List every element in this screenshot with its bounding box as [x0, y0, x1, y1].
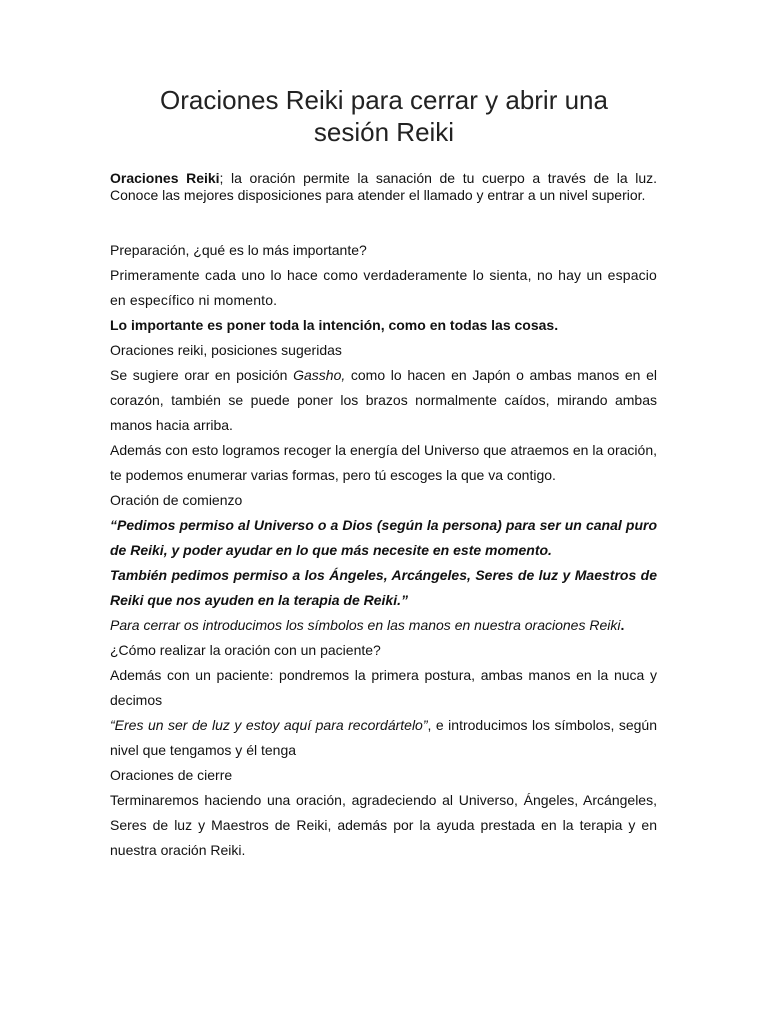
- intro-bold-lead: Oraciones Reiki: [110, 170, 220, 186]
- prayer-pedimos-angeles: También pedimos permiso a los Ángeles, Arcángeles, Seres de luz y Maestros de Reiki que nos ayuden en la terapia de Reiki.”: [110, 567, 657, 608]
- paragraph-lo-importante: Lo importante es poner toda la intención, como en todas las cosas.: [110, 317, 559, 333]
- document-title-line-1: Oraciones Reiki para cerrar y abrir una: [160, 85, 608, 115]
- heading-oracion-comienzo: Oración de comienzo: [110, 492, 243, 508]
- paragraph-ademas-energia: Además con esto logramos recoger la energía del Universo que atraemos en la oración, te podemos enumerar varias formas, pero tú escoges la que va contigo.: [110, 442, 657, 483]
- paragraph-se-sugiere-end: como lo hacen en Japón o ambas manos en el corazón, también se puede poner los brazos normalmente caídos, mirando ambas manos hacia arriba.: [110, 367, 657, 433]
- paragraph-primeramente: Primeramente cada uno lo hace como verdaderamente lo sienta, no hay un espacio en específico ni momento.: [110, 267, 657, 308]
- prayer-pedimos-universo: “Pedimos permiso al Universo o a Dios (según la persona) para ser un canal puro de Reiki, y poder ayudar en lo que más necesite en este momento.: [110, 517, 657, 558]
- paragraph-eres-ser-de-luz: [110, 713, 657, 763]
- paragraph-se-sugiere: [110, 363, 657, 438]
- heading-posiciones-sugeridas: Oraciones reiki, posiciones sugeridas: [110, 342, 342, 358]
- intro-text: ; la oración permite la sanación de tu cuerpo a través de la luz. Conoce las mejores disposiciones para atender el llamado y entrar a un nivel superior.: [110, 170, 657, 203]
- paragraph-para-cerrar: [110, 613, 657, 638]
- paragraph-se-sugiere-gassho: Gassho,: [293, 367, 346, 383]
- paragraph-para-cerrar-period: .: [620, 617, 625, 633]
- paragraph-se-sugiere-start: Se sugiere orar en posición: [110, 367, 294, 383]
- paragraph-preparacion: Preparación, ¿qué es lo más importante?: [110, 242, 367, 258]
- paragraph-para-cerrar-text: Para cerrar os introducimos los símbolos en las manos en nuestra oraciones Reiki: [110, 617, 621, 633]
- paragraph-terminaremos: Terminaremos haciendo una oración, agradeciendo al Universo, Ángeles, Arcángeles, Seres de luz y Maestros de Reiki, además por la ayuda prestada en la terapia y en nuestra oración Reiki.: [110, 792, 657, 858]
- heading-como-realizar: ¿Cómo realizar la oración con un paciente?: [110, 642, 381, 658]
- paragraph-paciente: Además con un paciente: pondremos la primera postura, ambas manos en la nuca y decimos: [110, 667, 657, 708]
- document-title: [70, 84, 698, 148]
- paragraph-eres-quote: “Eres un ser de luz y estoy aquí para recordártelo”: [110, 717, 428, 733]
- document-title-line-2: sesión Reiki: [313, 117, 455, 147]
- paragraph-eres-rest: , e introducimos los símbolos, según nivel que tengamos y él tenga: [110, 717, 657, 758]
- heading-oraciones-cierre: Oraciones de cierre: [110, 767, 233, 783]
- document-body: [110, 238, 657, 863]
- intro-paragraph: [110, 170, 657, 204]
